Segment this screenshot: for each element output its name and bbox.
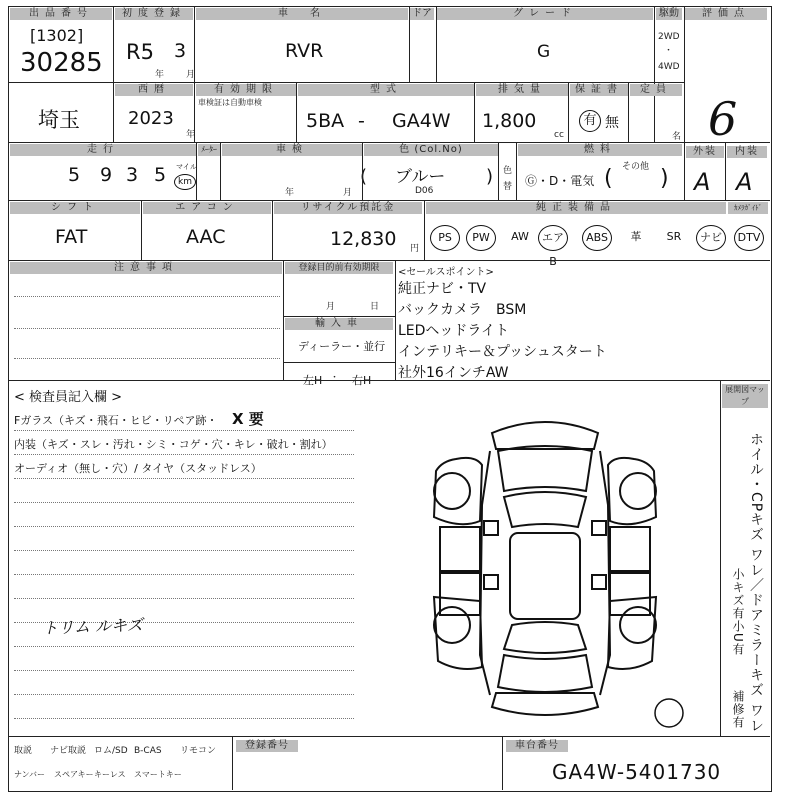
mileage-digit-1: 5 xyxy=(68,164,81,186)
prefecture: 埼玉 xyxy=(38,108,80,132)
eval-score: 6 xyxy=(708,92,738,146)
fglass-line: Fガラス（キズ・飛石・ヒビ・リペア跡・ xyxy=(14,414,218,427)
mirror-right-rear xyxy=(592,575,606,589)
roof xyxy=(510,533,580,619)
color-label: 色 (Col.No) xyxy=(364,144,498,156)
meter-label: ﾒｰﾀｰ xyxy=(198,144,220,156)
import-type: ディーラー・並行 xyxy=(298,340,386,353)
seats-label: 定員 xyxy=(630,84,682,96)
fender-front-right xyxy=(608,458,656,524)
color-change-2: 替 xyxy=(503,182,513,192)
year-unit: 年 xyxy=(155,70,165,80)
model-dash: - xyxy=(358,110,365,132)
color-code: D06 xyxy=(415,186,434,196)
steering-left: 左H xyxy=(303,374,323,387)
equipment-6: SR xyxy=(666,230,682,243)
wheel-front-left xyxy=(434,473,470,509)
color-paren-close: ) xyxy=(486,166,494,187)
mirror-left-rear xyxy=(484,575,498,589)
car-damage-diagram xyxy=(420,405,670,735)
drive-sep: ・ xyxy=(664,46,674,56)
fuel-other: その他 xyxy=(622,162,650,172)
right-note-2: 小キズ有 xyxy=(731,568,745,620)
model-year: 2023 xyxy=(128,108,174,129)
mileage-label: 走行 xyxy=(10,144,196,156)
equip-label: 純正装備品 xyxy=(426,202,726,214)
inspection-month-unit: 月 xyxy=(343,188,353,198)
door-front-right xyxy=(610,527,650,571)
car-name-label: 車 名 xyxy=(196,8,408,20)
history-day: 日 xyxy=(370,302,380,312)
color-change-1: 色 xyxy=(503,166,513,176)
warranty-yes: 有 xyxy=(579,110,601,132)
right-note-3: 小U有 xyxy=(731,620,745,656)
history-label: 登録目的前有効期限 xyxy=(285,262,393,274)
unit-km: km xyxy=(174,174,196,190)
map-label: 展開図マップ xyxy=(722,384,768,408)
first-reg-month: 3 xyxy=(174,40,187,62)
fuel-options: Ⓖ・D・電気 xyxy=(525,174,595,188)
aircon-label: エアコン xyxy=(143,202,271,214)
displacement-label: 排気量 xyxy=(476,84,568,96)
footer-top-cell: B-CAS xyxy=(134,746,162,756)
year-unit-2: 年 xyxy=(186,130,196,140)
drive-2wd: 2WD xyxy=(658,32,680,42)
mileage-digit-4: 5 xyxy=(154,164,167,186)
door-label: ドア xyxy=(410,8,434,20)
chassis-label: 車台番号 xyxy=(506,740,568,752)
mileage-digit-2: 9 xyxy=(100,164,113,186)
model-label: 型式 xyxy=(298,84,474,96)
expiry-label: 有効期限 xyxy=(196,84,296,96)
sales-point: インテリキー＆プッシュスタート xyxy=(398,344,607,360)
sales-point: 社外16インチAW xyxy=(398,365,509,381)
fuel-paren-open: ( xyxy=(604,166,613,191)
unit-mile: マイル xyxy=(176,163,197,171)
front-hood xyxy=(498,446,592,491)
footer-top-cell: ロム/SD xyxy=(94,746,128,756)
rear-window xyxy=(504,622,586,653)
fuel-label: 燃料 xyxy=(518,144,682,156)
equipment-8: DTV xyxy=(734,225,764,251)
door-front-left xyxy=(440,527,480,571)
footer-top-cell: リモコン xyxy=(180,746,217,756)
shift-label: シフト xyxy=(10,202,140,214)
footer-bottom-cell: ナンバー xyxy=(14,770,46,779)
sales-point: 純正ナビ・TV xyxy=(398,281,487,297)
interior-line: 内装（キズ・スレ・汚れ・シミ・コゲ・穴・キレ・破れ・割れ） xyxy=(14,438,333,451)
equipment-0: PS xyxy=(430,225,460,251)
equipment-3: エアB xyxy=(538,225,568,251)
color-paren-open: ( xyxy=(360,166,368,187)
year-label: 西暦 xyxy=(115,84,193,96)
cc-unit: cc xyxy=(554,130,564,140)
spare-wheel-icon xyxy=(652,696,686,730)
footer-top-cell: ナビ取説 xyxy=(50,746,87,756)
inspection-year-unit: 年 xyxy=(285,188,295,198)
import-label: 輸入車 xyxy=(285,318,393,330)
right-note-1: ホイル・CPキズ ワレ／ドアミラーキズ ワレ xyxy=(748,432,764,734)
month-unit: 月 xyxy=(186,70,196,80)
grade-label: グレード xyxy=(437,8,653,20)
lot-code: [1302] xyxy=(30,26,84,45)
warranty-no: 無 xyxy=(605,115,619,131)
camera-label: ｶﾒﾗｶﾞｲﾄﾞ xyxy=(728,202,768,214)
recycle-label: リサイクル預託金 xyxy=(274,202,422,214)
sales-point: LEDヘッドライト xyxy=(398,323,510,339)
equipment-5: 革 xyxy=(630,230,642,243)
exterior-grade: A xyxy=(694,168,711,196)
recycle-fee: 12,830 xyxy=(330,228,397,250)
handwritten-note: トリム ルキズ xyxy=(41,615,144,638)
lot-number: 30285 xyxy=(20,48,103,78)
lot-label: 出品番号 xyxy=(10,8,112,20)
inspection-label: 車検 xyxy=(222,144,362,156)
wheel-front-right xyxy=(620,473,656,509)
footer-bottom-cell: スマートキー xyxy=(134,770,182,779)
exterior-label: 外装 xyxy=(686,146,724,158)
footer-bottom-cell: スペアキー xyxy=(54,770,94,779)
interior-label: 内装 xyxy=(727,146,767,158)
displacement: 1,800 xyxy=(482,110,537,132)
shift: FAT xyxy=(55,226,88,248)
fender-front-left xyxy=(434,458,482,524)
equipment-4: ABS xyxy=(582,225,612,251)
front-bumper xyxy=(492,422,598,449)
history-month: 月 xyxy=(326,302,336,312)
equipment-2: AW xyxy=(511,230,529,243)
owner-label: 登録番号 xyxy=(236,740,298,752)
equipment-7: ナビ xyxy=(696,225,726,251)
expiry-note: 車検証は自動車検 xyxy=(198,98,262,107)
mileage-digit-3: 3 xyxy=(126,164,139,186)
color: ブルー xyxy=(395,167,446,187)
drive-4wd: 4WD xyxy=(658,62,680,72)
rear-hatch xyxy=(498,655,592,692)
sales-point: バックカメラ BSM xyxy=(398,302,527,318)
aircon: AAC xyxy=(186,226,226,248)
inspector-title: < 検査員記入欄 > xyxy=(14,390,123,405)
steering-right: 右H xyxy=(352,374,372,387)
fuel-paren-close: ) xyxy=(660,166,669,191)
mirror-right xyxy=(592,521,606,535)
car-name: RVR xyxy=(285,40,324,62)
sales-label: <セールスポイント> xyxy=(398,267,494,278)
warranty-label: 保証書 xyxy=(570,84,628,96)
seats-unit: 名 xyxy=(672,132,682,142)
equipment-1: PW xyxy=(466,225,496,251)
footer-bottom-cell: キーレス xyxy=(94,770,126,779)
model-prefix: 5BA xyxy=(306,110,345,132)
windshield xyxy=(504,492,586,527)
rear-bumper xyxy=(492,693,598,715)
recycle-unit: 円 xyxy=(410,244,420,254)
right-note-4: 補修有 xyxy=(731,690,745,729)
audio-line: オーディオ（無し・穴）/ タイヤ（スタッドレス） xyxy=(14,462,262,475)
model-code: GA4W xyxy=(392,110,451,132)
first-reg-era: R5 xyxy=(126,40,154,64)
first-reg-label: 初度登録 xyxy=(115,8,193,20)
mirror-left xyxy=(484,521,498,535)
grade: G xyxy=(537,42,551,62)
drive-label: 駆動 xyxy=(656,8,682,20)
footer-top-cell: 取説 xyxy=(14,746,33,756)
eval-label: 評価点 xyxy=(685,8,767,20)
fglass-mark: X 要 xyxy=(232,410,264,428)
chassis-number: GA4W-5401730 xyxy=(552,760,722,784)
interior-grade: A xyxy=(736,168,753,196)
caution-label: 注意事項 xyxy=(10,262,282,274)
